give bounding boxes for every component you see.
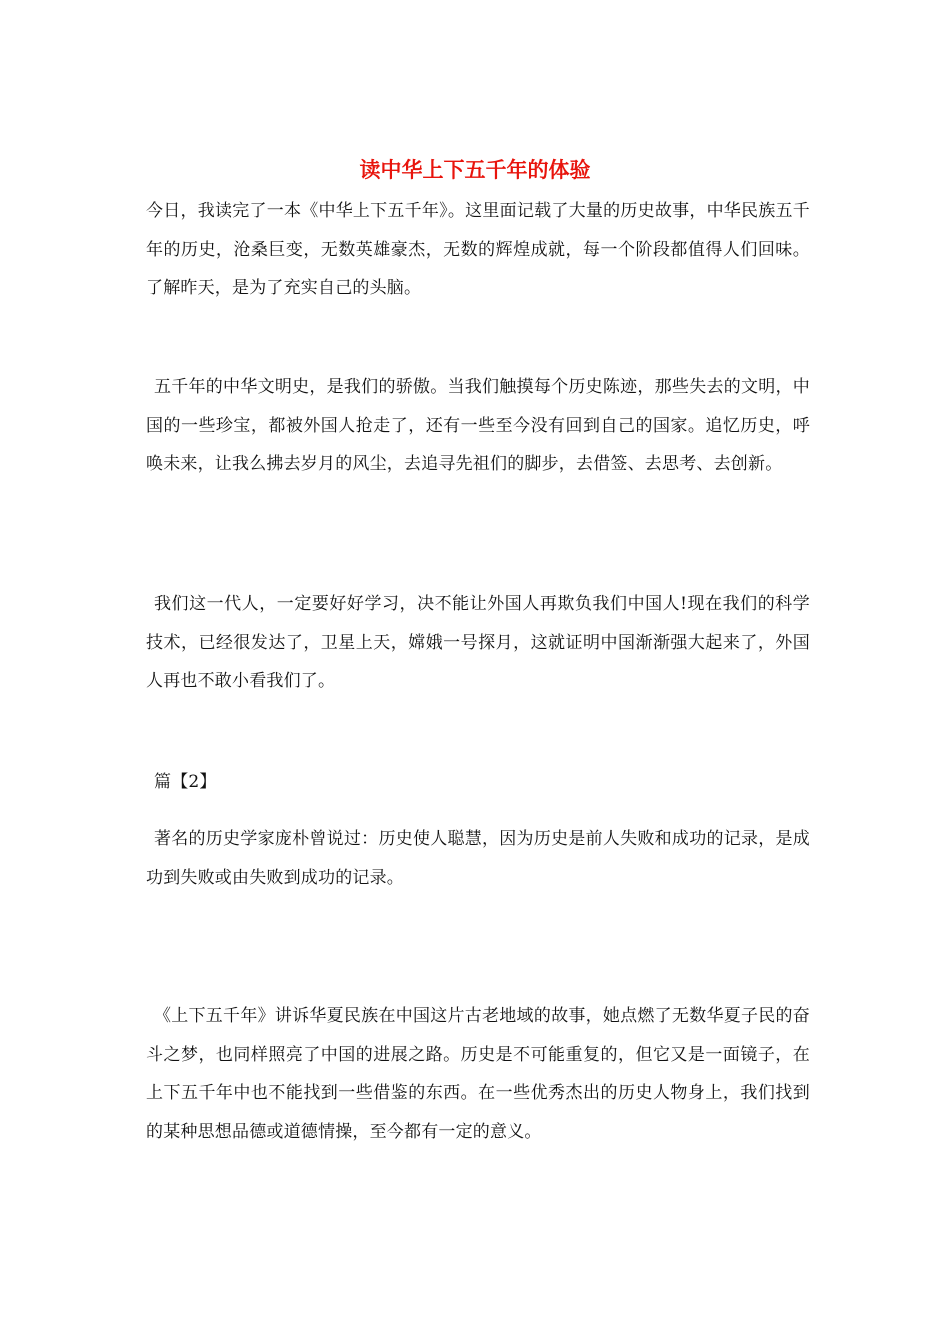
paragraph-1: 今日，我读完了一本《中华上下五千年》。这里面记载了大量的历史故事，中华民族五千年的历史，沧桑巨变，无数英雄豪杰，无数的辉煌成就，每一个阶段都值得人们回味。了解昨天，是为了充实自己的头脑。 bbox=[146, 201, 810, 298]
paragraph-3: 我们这一代人，一定要好好学习，决不能让外国人再欺负我们中国人!现在我们的科学技术，已经很发达了，卫星上天，嫦娥一号探月，这就证明中国渐渐强大起来了，外国人再也不敢小看我们了。 bbox=[146, 594, 810, 691]
paragraph-5: 《上下五千年》讲诉华夏民族在中国这片古老地域的故事，她点燃了无数华夏子民的奋斗之梦，也同样照亮了中国的进展之路。历史是不可能重复的，但它又是一面镜子，在上下五千年中也不能找到一些借鉴的东西。在一些优秀杰出的历史人物身上，我们找到的某种思想品德或道德情操，至今都有一定的意义。 bbox=[146, 1006, 810, 1142]
section-heading: 篇【2】 bbox=[154, 772, 217, 792]
paragraph-2: 五千年的中华文明史，是我们的骄傲。当我们触摸每个历史陈迹，那些失去的文明，中国的一些珍宝，都被外国人抢走了，还有一些至今没有回到自己的国家。追忆历史，呼唤未来，让我么拂去岁月的风尘，去追寻先祖们的脚步，去借签、去思考、去创新。 bbox=[146, 377, 810, 474]
paragraph-4: 著名的历史学家庞朴曾说过：历史使人聪慧，因为历史是前人失败和成功的记录，是成功到失败或由失败到成功的记录。 bbox=[146, 829, 810, 888]
document-title: 读中华上下五千年的体验 bbox=[359, 157, 591, 182]
